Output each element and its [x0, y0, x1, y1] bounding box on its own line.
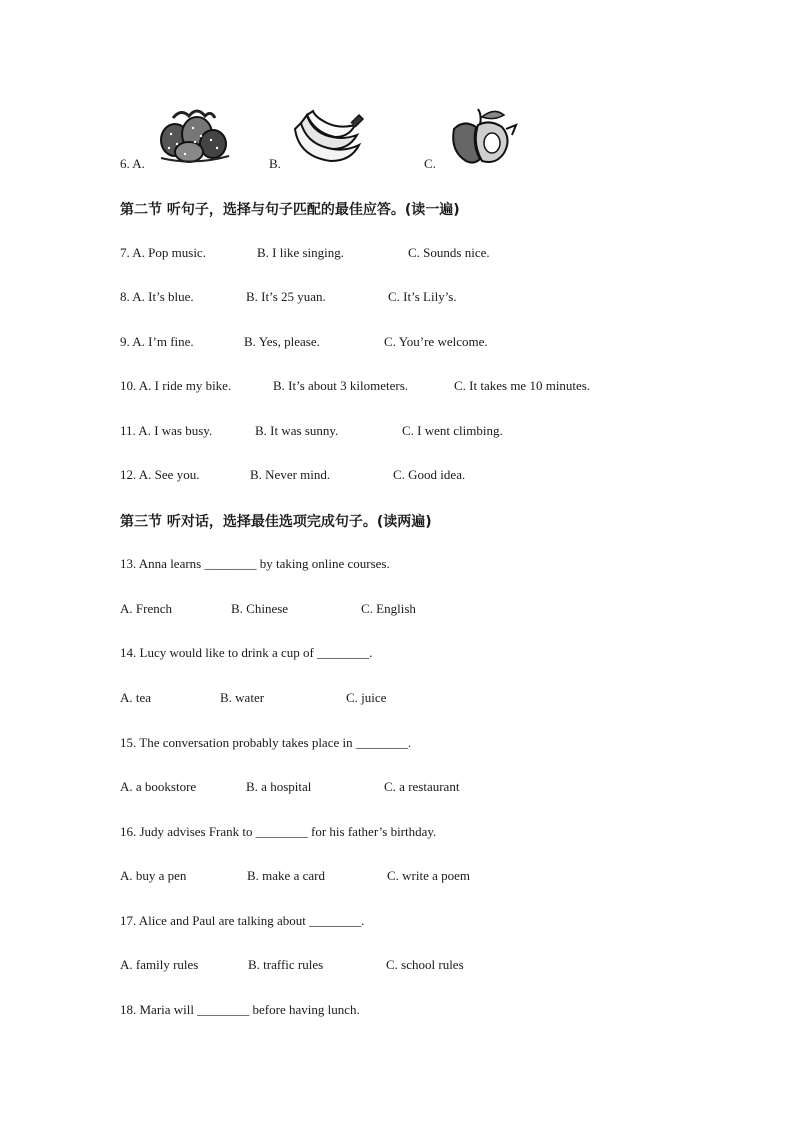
- q6-option-a-label: 6. A.: [120, 156, 145, 171]
- option-c: C. It’s Lily’s.: [388, 289, 457, 304]
- question-17-stem: 17. Alice and Paul are talking about ________.: [120, 913, 365, 928]
- option-c: C. English: [361, 601, 416, 616]
- option-c: C. a restaurant: [384, 779, 460, 794]
- section3-heading: 第三节 听对话，选择最佳选项完成句子。(读两遍): [120, 514, 432, 530]
- option-a: A. family rules: [120, 957, 199, 972]
- option-c: C. You’re welcome.: [384, 334, 488, 349]
- option-b: B. Chinese: [231, 601, 289, 616]
- bananas-image: [289, 109, 365, 167]
- option-b: B. It’s 25 yuan.: [246, 289, 326, 304]
- question-13-stem: 13. Anna learns ________ by taking online courses.: [120, 556, 390, 571]
- option-c: C. juice: [346, 690, 387, 705]
- option-a: 11. A. I was busy.: [120, 423, 213, 438]
- option-a: A. French: [120, 601, 172, 616]
- option-a: 10. A. I ride my bike.: [120, 378, 232, 393]
- option-c: C. school rules: [386, 957, 464, 972]
- option-b: B. a hospital: [246, 779, 312, 794]
- q6-option-c-label: C.: [424, 156, 436, 171]
- option-c: C. Good idea.: [393, 467, 466, 482]
- option-c: C. It takes me 10 minutes.: [454, 378, 591, 393]
- question-16-stem: 16. Judy advises Frank to ________ for his father’s birthday.: [120, 824, 437, 839]
- option-b: B. I like singing.: [257, 245, 345, 260]
- apple-image: [442, 105, 520, 167]
- option-a: A. buy a pen: [120, 868, 187, 883]
- section2-heading: 第二节 听句子，选择与句子匹配的最佳应答。(读一遍): [120, 202, 460, 218]
- q6-option-b-label: B.: [269, 156, 281, 171]
- question-18-stem: 18. Maria will ________ before having lunch.: [120, 1002, 360, 1017]
- strawberries-image: [153, 104, 235, 166]
- option-b: B. Never mind.: [250, 467, 331, 482]
- option-b: B. water: [220, 690, 265, 705]
- option-a: 8. A. It’s blue.: [120, 289, 194, 304]
- option-b: B. Yes, please.: [244, 334, 320, 349]
- option-c: C. write a poem: [387, 868, 471, 883]
- option-b: B. make a card: [247, 868, 325, 883]
- option-a: 7. A. Pop music.: [120, 245, 206, 260]
- option-c: C. Sounds nice.: [408, 245, 490, 260]
- option-b: B. It was sunny.: [255, 423, 339, 438]
- option-a: A. tea: [120, 690, 152, 705]
- question-15-stem: 15. The conversation probably takes place in ________.: [120, 735, 412, 750]
- option-c: C. I went climbing.: [402, 423, 503, 438]
- question-14-stem: 14. Lucy would like to drink a cup of ________.: [120, 645, 373, 660]
- option-a: 9. A. I’m fine.: [120, 334, 194, 349]
- option-b: B. traffic rules: [248, 957, 324, 972]
- option-a: 12. A. See you.: [120, 467, 200, 482]
- option-a: A. a bookstore: [120, 779, 197, 794]
- option-b: B. It’s about 3 kilometers.: [273, 378, 409, 393]
